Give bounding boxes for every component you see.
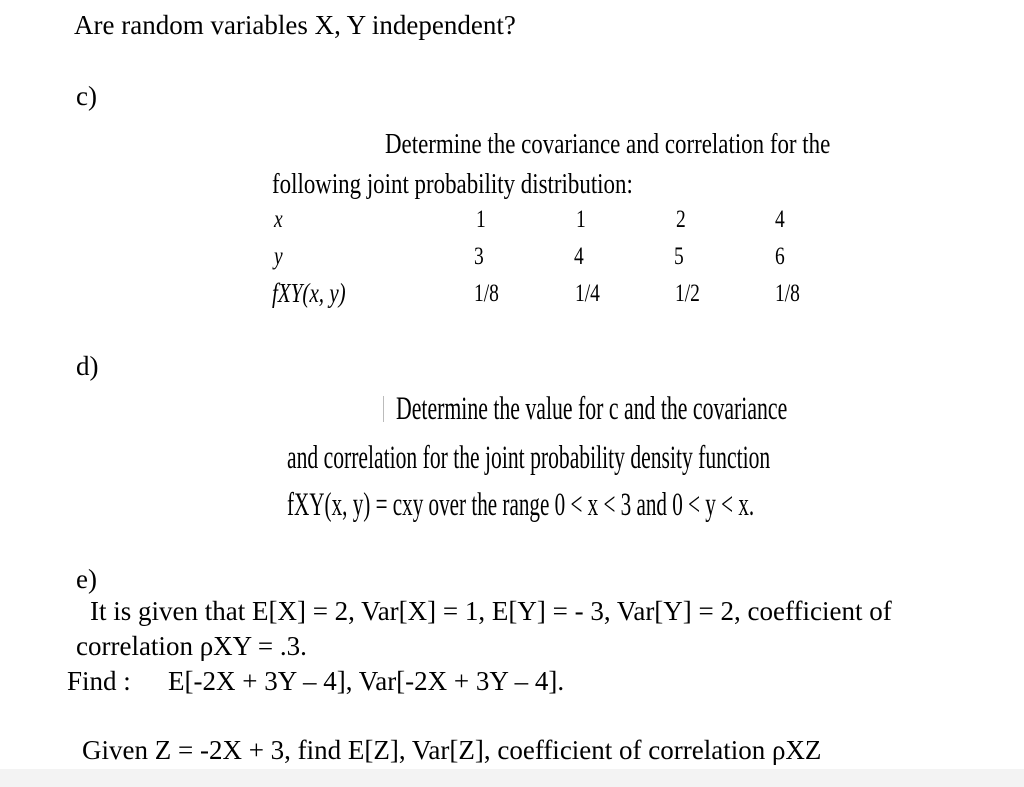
text-cursor bbox=[383, 396, 384, 422]
part-d-line3: fXY(x, y) = cxy over the range 0 < x < 3 and 0 < y < x. bbox=[287, 487, 755, 523]
part-e-given-line: Given Z = -2X + 3, find E[Z], Var[Z], coefficient of correlation ρXZ bbox=[82, 735, 822, 765]
row-x-label: x bbox=[274, 206, 283, 233]
part-d-line2: and correlation for the joint probability density function bbox=[287, 440, 771, 476]
row-f-label: fXY(x, y) bbox=[272, 278, 346, 308]
row-y-value: 3 bbox=[474, 243, 484, 270]
row-y-value: 4 bbox=[574, 243, 584, 270]
row-x-value: 1 bbox=[476, 206, 486, 233]
question-top: Are random variables X, Y independent? bbox=[74, 10, 516, 40]
part-c-label: c) bbox=[76, 81, 97, 111]
part-e-find-label: Find : bbox=[67, 666, 131, 696]
row-f-value: 1/2 bbox=[675, 280, 700, 307]
row-x-value: 4 bbox=[775, 206, 785, 233]
part-e-label: e) bbox=[76, 564, 97, 594]
row-y-label: y bbox=[274, 243, 283, 270]
row-f-value: 1/8 bbox=[474, 280, 499, 307]
row-f-value: 1/8 bbox=[775, 280, 800, 307]
row-y-value: 5 bbox=[674, 243, 684, 270]
part-d-label: d) bbox=[76, 351, 99, 381]
row-y-value: 6 bbox=[775, 243, 785, 270]
bottom-shade bbox=[0, 769, 1024, 787]
part-c-line2: following joint probability distribution: bbox=[272, 168, 633, 200]
row-f-value: 1/4 bbox=[575, 280, 600, 307]
part-c-line1: Determine the covariance and correlation for the bbox=[385, 128, 831, 160]
part-e-line1: It is given that E[X] = 2, Var[X] = 1, E[Y] = - 3, Var[Y] = 2, coefficient of bbox=[90, 596, 892, 626]
part-d-line1: Determine the value for c and the covariance bbox=[396, 391, 788, 427]
part-e-find-text: E[-2X + 3Y – 4], Var[-2X + 3Y – 4]. bbox=[168, 666, 565, 696]
part-e-line2: correlation ρXY = .3. bbox=[76, 631, 307, 661]
row-x-value: 2 bbox=[676, 206, 686, 233]
row-x-value: 1 bbox=[576, 206, 586, 233]
